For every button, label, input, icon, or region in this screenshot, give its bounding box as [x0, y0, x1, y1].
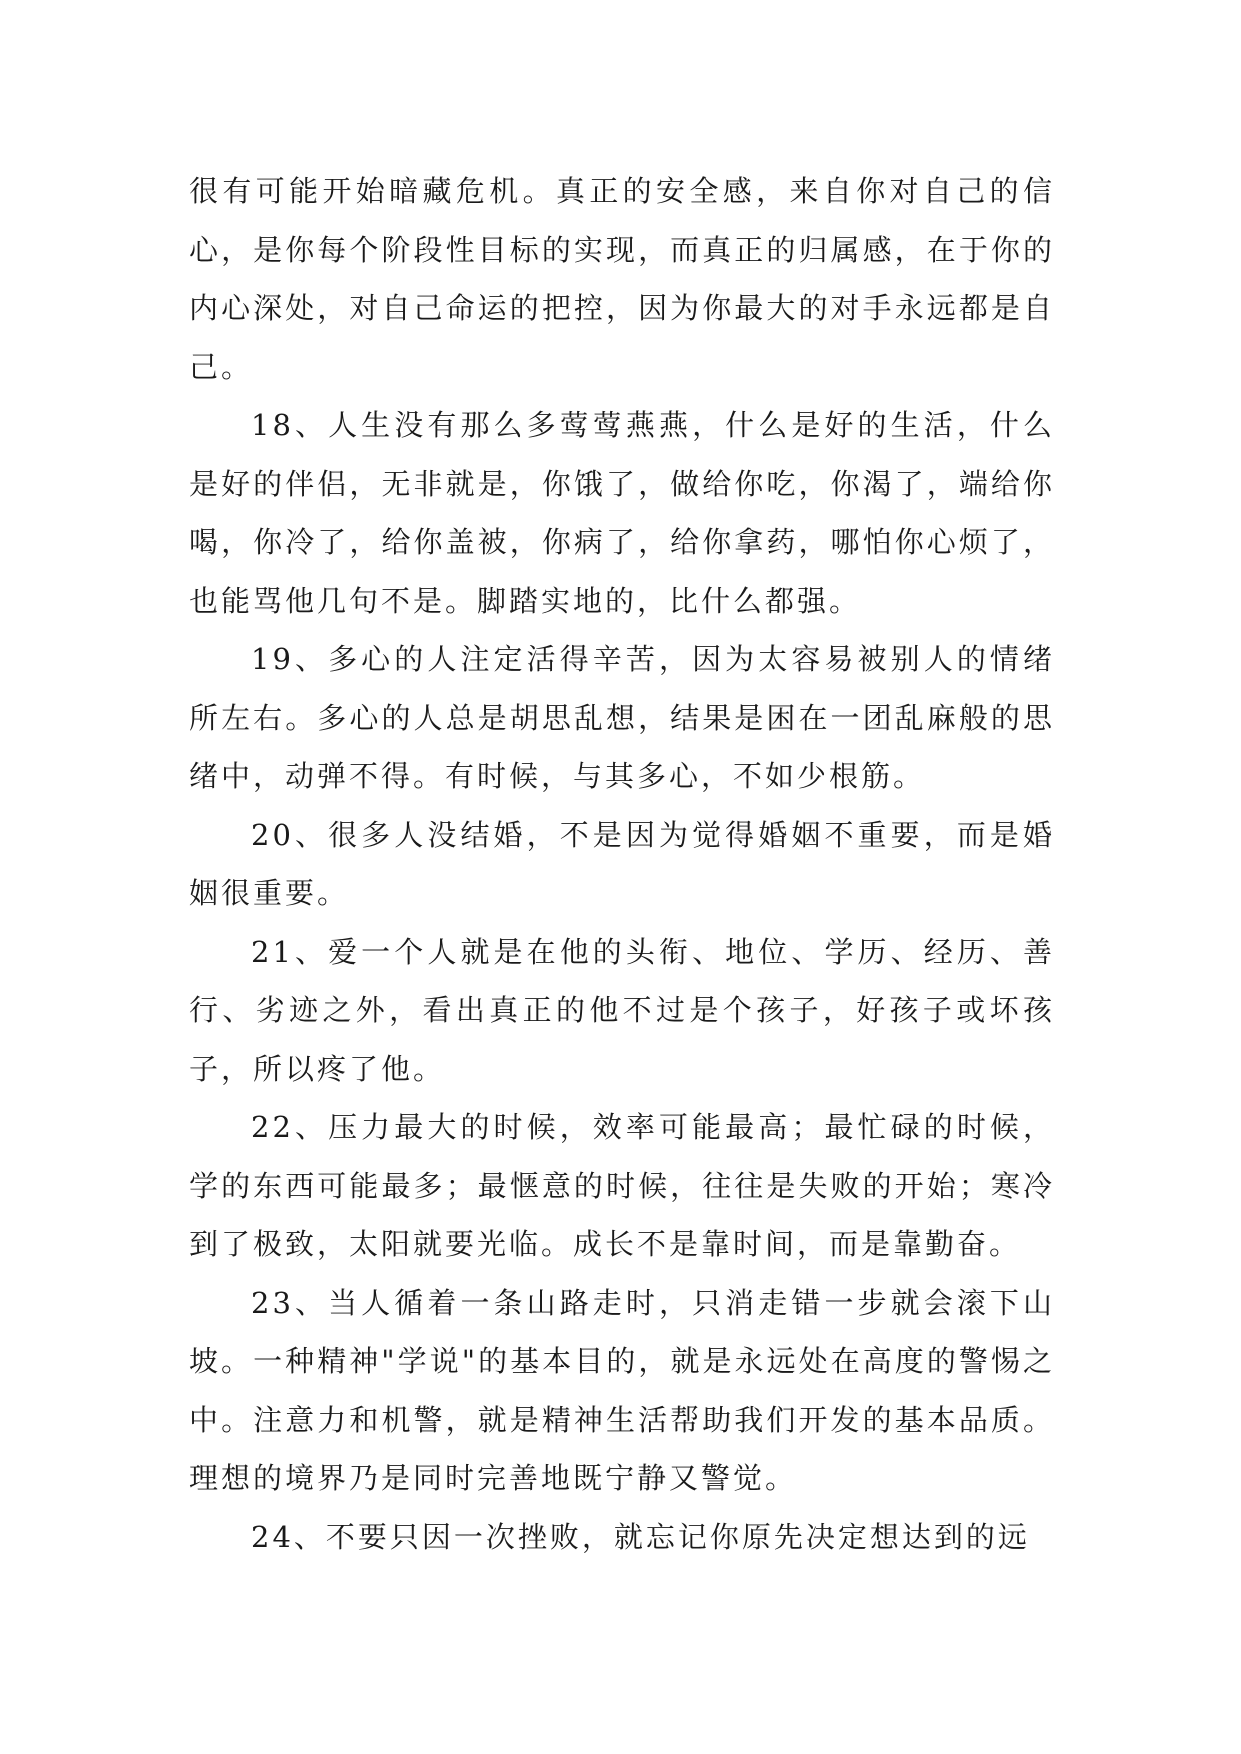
paragraph-item-24: 24、不要只因一次挫败，就忘记你原先决定想达到的远 [251, 1519, 1030, 1554]
paragraph-item-22: 22、压力最大的时候，效率可能最高；最忙碌的时候，学的东西可能最多；最惬意的时候，往往是失败的开始；寒冷到了极致，太阳就要光临。成长不是靠时间，而是靠勤奋。 [189, 1110, 1055, 1261]
paragraph-item-23: 23、当人循着一条山路走时，只消走错一步就会滚下山坡。一种精神"学说"的基本目的，就是永远处在高度的警惕之中。注意力和机警，就是精神生活帮助我们开发的基本品质。理想的境界乃是同时完善地既宁静又警觉。 [189, 1285, 1055, 1495]
paragraph-item-20: 20、很多人没结婚，不是因为觉得婚姻不重要，而是婚姻很重要。 [189, 817, 1055, 910]
paragraph-item-18: 18、人生没有那么多莺莺燕燕，什么是好的生活，什么是好的伴侣，无非就是，你饿了，做给你吃，你渴了，端给你喝，你冷了，给你盖被，你病了，给你拿药，哪怕你心烦了，也能骂他几句不是。脚踏实地的，比什么都强。 [189, 408, 1055, 618]
document-page [189, 162, 1055, 1566]
paragraph-continuation: 很有可能开始暗藏危机。真正的安全感，来自你对自己的信心，是你每个阶段性目标的实现，而真正的归属感，在于你的内心深处，对自己命运的把控，因为你最大的对手永远都是自己。 [189, 174, 1055, 384]
paragraph-item-21: 21、爱一个人就是在他的头衔、地位、学历、经历、善行、劣迹之外，看出真正的他不过是个孩子，好孩子或坏孩子，所以疼了他。 [189, 934, 1055, 1086]
paragraph-item-19: 19、多心的人注定活得辛苦，因为太容易被别人的情绪所左右。多心的人总是胡思乱想，结果是困在一团乱麻般的思绪中，动弹不得。有时候，与其多心，不如少根筋。 [189, 642, 1055, 793]
